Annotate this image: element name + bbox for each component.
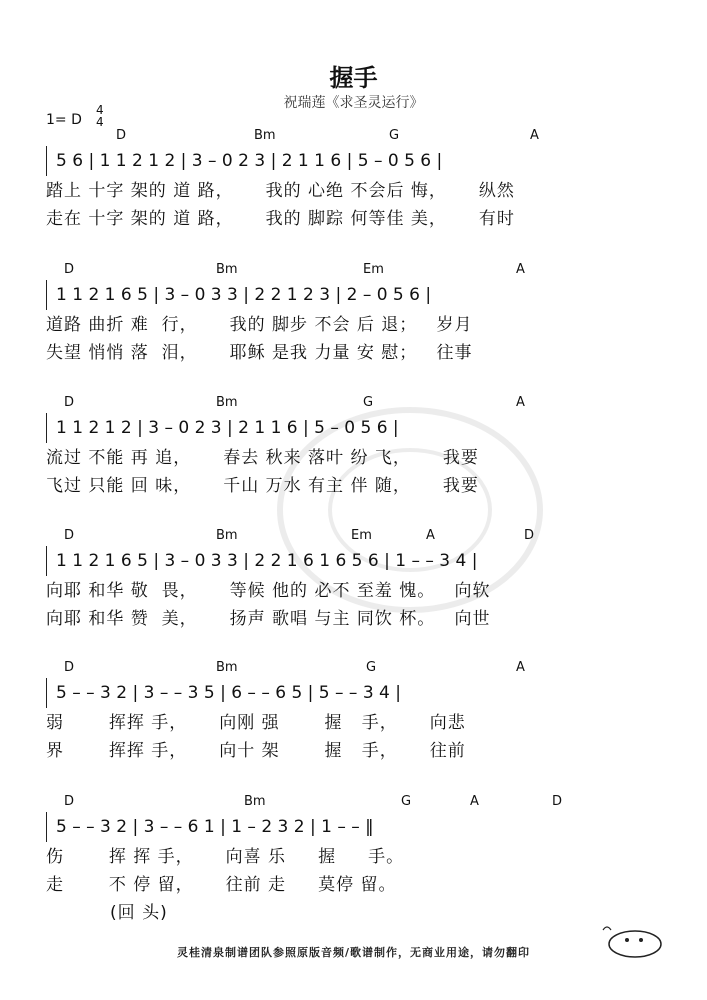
lyric-verse-2: 失望 悄悄 落 泪， 耶稣 是我 力量 安 慰； 往事 [46, 343, 473, 363]
song-title: 握手 [329, 64, 378, 92]
time-signature: 4 4 [96, 103, 104, 129]
jianpu-notes: 5 – – 3 2 | 3 – – 6 1 | 1 – 2 3 2 | 1 – – ‖ [56, 817, 374, 837]
score-system-4 [46, 528, 662, 632]
jianpu-notes: 1 1 2 1 6 5 | 3 – 0 3 3 | 2 2 1 2 3 | 2 – 0 5 6 | [56, 285, 432, 305]
score-system-5 [46, 660, 662, 764]
chord: G [366, 660, 377, 675]
lyric-verse-1: 弱 挥挥 手， 向刚 强 握 手， 向悲 [46, 713, 466, 733]
chord: Bm [216, 528, 238, 543]
score-system-2 [46, 262, 662, 366]
chord-row [46, 794, 662, 812]
chord: Bm [216, 395, 238, 410]
jianpu-notes: 1 1 2 1 2 | 3 – 0 2 3 | 2 1 1 6 | 5 – 0 5 6 | [56, 418, 399, 438]
chord-row [46, 528, 662, 546]
lyric-verse-2: 走 不 停 留， 往前 走 莫停 留。 [46, 875, 397, 895]
chord: D [552, 794, 563, 809]
key-signature: 1= D [46, 112, 82, 128]
lyric-verse-2: 飞过 只能 回 味， 千山 万水 有主 伴 随， 我要 [46, 476, 479, 496]
score-system-1 [46, 128, 662, 232]
chord: D [116, 128, 127, 143]
chord: D [64, 262, 75, 277]
notation-row [46, 146, 662, 176]
lyric-verse-2: 走在 十字 架的 道 路， 我的 脚踪 何等佳 美， 有时 [46, 209, 515, 229]
lyric-verse-1: 踏上 十字 架的 道 路， 我的 心绝 不会后 悔， 纵然 [46, 181, 515, 201]
chord: A [470, 794, 479, 809]
chord: G [389, 128, 400, 143]
notation-row [46, 413, 662, 443]
lyric-verse-1: 道路 曲折 难 行， 我的 脚步 不会 后 退； 岁月 [46, 315, 473, 335]
chord: Em [363, 262, 384, 277]
chord: D [64, 794, 75, 809]
chord: D [64, 528, 75, 543]
jianpu-notes: 5 6 | 1 1 2 1 2 | 3 – 0 2 3 | 2 1 1 6 | 5 – 0 5 6 | [56, 151, 443, 171]
chord: G [363, 395, 374, 410]
chord: D [524, 528, 535, 543]
jianpu-notes: 5 – – 3 2 | 3 – – 3 5 | 6 – – 6 5 | 5 – – 3 4 | [56, 683, 401, 703]
lyric-verse-1: 向耶 和华 敬 畏， 等候 他的 必不 至羞 愧。 向软 [46, 581, 491, 601]
chord: D [64, 660, 75, 675]
notation-row [46, 678, 662, 708]
lyric-verse-1: 流过 不能 再 追， 春去 秋来 落叶 纷 飞， 我要 [46, 448, 479, 468]
chord: A [530, 128, 539, 143]
song-subtitle: 祝瑞莲《求圣灵运行》 [283, 95, 424, 111]
chord-row [46, 660, 662, 678]
notation-row [46, 280, 662, 310]
chord-row [46, 395, 662, 413]
notation-row [46, 812, 662, 842]
chord: Bm [254, 128, 276, 143]
chord: Bm [216, 262, 238, 277]
notation-row [46, 546, 662, 576]
chord: Bm [216, 660, 238, 675]
chord-row [46, 128, 662, 146]
lyric-verse-2: 向耶 和华 赞 美， 扬声 歌唱 与主 同饮 杯。 向世 [46, 609, 491, 629]
chord: A [516, 660, 525, 675]
lyric-verse-2: 界 挥挥 手， 向十 架 握 手， 往前 [46, 741, 466, 761]
score-system-3 [46, 395, 662, 499]
chord-row [46, 262, 662, 280]
score-system-6 [46, 794, 662, 926]
chord: G [401, 794, 412, 809]
lyric-verse-1: 伤 挥 挥 手， 向喜 乐 握 手。 [46, 847, 405, 867]
footer-credit: 灵桂清泉制谱团队参照原版音频/歌谱制作，无商业用途，请勿翻印 [176, 946, 530, 959]
chord: A [516, 395, 525, 410]
chord: A [426, 528, 435, 543]
chord: A [516, 262, 525, 277]
jianpu-notes: 1 1 2 1 6 5 | 3 – 0 3 3 | 2 2 1 6 1 6 5 6 | 1 – – 3 4 | [56, 551, 478, 571]
lyric-annotation: (回 头) [46, 903, 168, 923]
publisher-logo-icon [597, 920, 667, 960]
chord: Em [351, 528, 372, 543]
chord: Bm [244, 794, 266, 809]
chord: D [64, 395, 75, 410]
